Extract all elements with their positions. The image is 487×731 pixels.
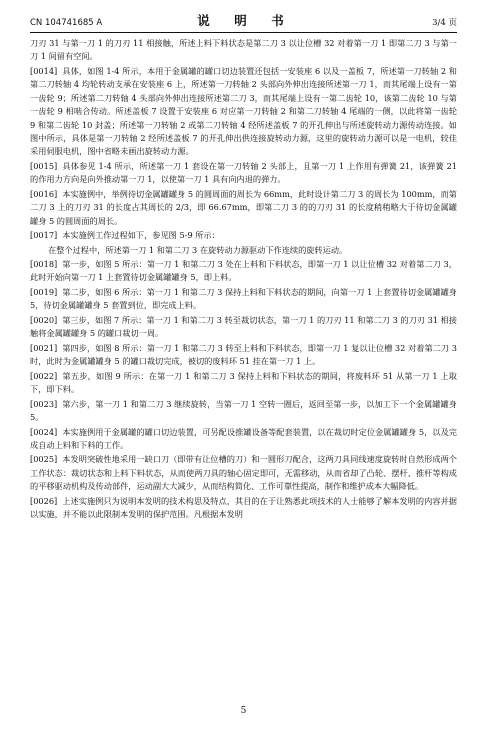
paragraph-number: [0026] xyxy=(30,495,58,506)
paragraph-text: 本实施例用于金属罐的罐口切边装置，可另配设推罐设备等配套装置，以在裁切时定位金属罐罐身 5，以及完成自动上料和下料的工作。 xyxy=(30,426,457,450)
paragraph-number: [0017] xyxy=(30,230,58,241)
paragraph-text: 本发明突破性地采用一缺口刀（即带有让位槽的刀）和一圆形刀配合，这两刀具同线速度旋转时自然形成两个工作状态：裁切状态和上料下料状态，从而使两刀具的轴心固定即可，无需移动，从而省却了凸轮、摆杆、推杆等构成的平移驱动机构及传动部件，运动副大大减少，从而结构简化、工作可靠性提高，制作和维护成本大幅降低。 xyxy=(30,454,457,492)
paragraph-text: 具体，如图 1-4 所示，本用于金属罐的罐口切边装置还包括一安装座 6 以及一盖板 7，所述第一刀转轴 2 和第二刀转轴 4 均轮转动支承在安装座 6 上，所述第一刀转轴 2 头部向外伸出连接所述第一刀 1，而其尾端上设有一第一齿轮 9；所述第二刀转轴 4 头部向外伸出连接所述第二刀 3，而其尾端上设有一第二齿轮 10，该第二齿轮 10 与第一齿轮 9 相啮合传动。所述盖板 7 设置于安装座 6 对应第一刀转轴 2 和第二刀转轴 4 尾端的一侧，以此将第一齿轮 9 和第二齿轮 10 封盖；所述第一刀转轴 2 或第二刀转轴 4 经所述盖板 7 的开孔伸出与所述旋转动力源传动连接。如图中所示，具体是第一刀转轴 2 经所述盖板 7 的开孔伸出供连接旋转动力源，这里的旋转动力源可以是一电机，较佳采用伺服电机，图中省略未画出旋转动力源。 xyxy=(30,65,457,157)
paragraph xyxy=(30,258,457,285)
paragraph-text: 第一步，如图 5 所示：第一刀 1 和第二刀 3 处在上料和下料状态，即第一刀 1 以让位槽 32 对着第二刀 3，此时开始向第一刀 1 上套置待切金属罐罐身 5，即上料。 xyxy=(30,259,457,283)
paragraph-text: 第五步，如图 9 所示：在第一刀 1 和第二刀 3 保持上料和下料状态的期间，将废料环 51 从第一刀 1 上取下，即下料。 xyxy=(30,370,457,395)
paragraph-text: 第三步，如图 7 所示：第一刀 1 和第二刀 3 转至裁切状态，第一刀 1 的刀刃 11 和第二刀 3 的刀刃 31 相接触将金属罐罐身 5 的罐口裁切一周。 xyxy=(30,314,457,339)
page-indicator: 3/4 页 xyxy=(432,18,457,28)
paragraph-text: 本实施例中，举例待切金属罐罐身 5 的圆周面的周长为 66mm，此时设计第二刀 3 的周长为 100mm，而第二刀 3 上的刀刃 31 的长度占其周长的 2/3，即 66.67mm，即第二刀 3 的的刀刃 31 的长度稍稍略大于待切金属罐罐身 5 的圆周面的周长。 xyxy=(30,188,457,226)
paragraph-number: [0022] xyxy=(30,370,58,381)
paragraph-text: 第六步，第一刀 1 和第二刀 3 继续旋转，当第一刀 1 空转一圈后，返回至第一步，以加工下一个金属罐罐身 5。 xyxy=(30,398,457,422)
paragraph xyxy=(30,188,457,228)
paragraph-number: [0021] xyxy=(30,342,58,353)
paragraph-text: 上述实施例只为说明本发明的技术构思及特点，其目的在于让熟悉此项技术的人士能够了解本发明的内容并据以实施，并不能以此限制本发明的保护范围。凡根据本发明 xyxy=(30,495,457,520)
paragraph xyxy=(30,495,457,522)
paragraph-text: 第二步，如图 6 所示：第一刀 1 和第二刀 3 保持上料和下料状态的期间，向第一刀 1 上套置待切金属罐罐身 5，待切金属罐罐身 5 套置到位，即完成上料。 xyxy=(30,286,457,311)
paragraph-number: [0023] xyxy=(30,398,58,409)
paragraph-text: 第四步，如图 8 所示：第一刀 1 和第二刀 3 转至上料和下料状态，即第一刀 1 复以让位槽 32 对着第二刀 3 时，此时为金属罐罐身 5 的罐口裁切完成，被切的废料环 51 挂在第一刀 1 上。 xyxy=(30,342,457,367)
document-body xyxy=(30,37,457,523)
document-title: 说 明 书 xyxy=(197,13,290,28)
paragraph xyxy=(30,65,457,159)
patent-number: CN 104741685 A xyxy=(30,18,103,28)
paragraph-number: [0025] xyxy=(30,454,58,465)
paragraph xyxy=(30,342,457,369)
paragraph-number: [0018] xyxy=(30,259,58,270)
paragraph xyxy=(30,453,457,493)
paragraph-number: [0016] xyxy=(30,188,58,199)
paragraph xyxy=(30,286,457,313)
paragraph xyxy=(30,160,457,187)
paragraph xyxy=(30,229,457,242)
paragraph-text: 在整个过程中，所述第一刀 1 和第二刀 3 在旋转动力源驱动下作连续的旋转运动。 xyxy=(48,244,348,255)
paragraph-text: 刀刃 31 与第一刀 1 的刀刃 11 相接触，所述上料下料状态是第二刀 3 以让位槽 32 对着第一刀 1 即第二刀 3 与第一刀 1 间留有空间。 xyxy=(30,38,457,62)
paragraph xyxy=(30,314,457,341)
page-number: 5 xyxy=(240,706,247,716)
paragraph-text: 具体参见 1-4 所示，所述第一刀 1 套设在第一刀转轴 2 头部上，且第一刀 1 上作用有弹簧 21，该弹簧 21 的作用力方向是向外推动第一刀 1，以使第一刀 1 具有向内退的弹力。 xyxy=(30,160,457,185)
paragraph-number: [0020] xyxy=(30,314,58,325)
paragraph-number: [0014] xyxy=(30,65,58,76)
paragraph-number: [0019] xyxy=(30,286,58,297)
paragraph-number: [0015] xyxy=(30,160,58,171)
page-header xyxy=(30,12,457,33)
paragraph-text: 本实施例工作过程如下，参见图 5-9 所示： xyxy=(62,230,220,241)
paragraph xyxy=(30,370,457,397)
paragraph xyxy=(30,426,457,453)
paragraph xyxy=(30,398,457,425)
paragraph xyxy=(30,37,457,64)
paragraph xyxy=(30,244,457,257)
paragraph-number: [0024] xyxy=(30,426,58,437)
